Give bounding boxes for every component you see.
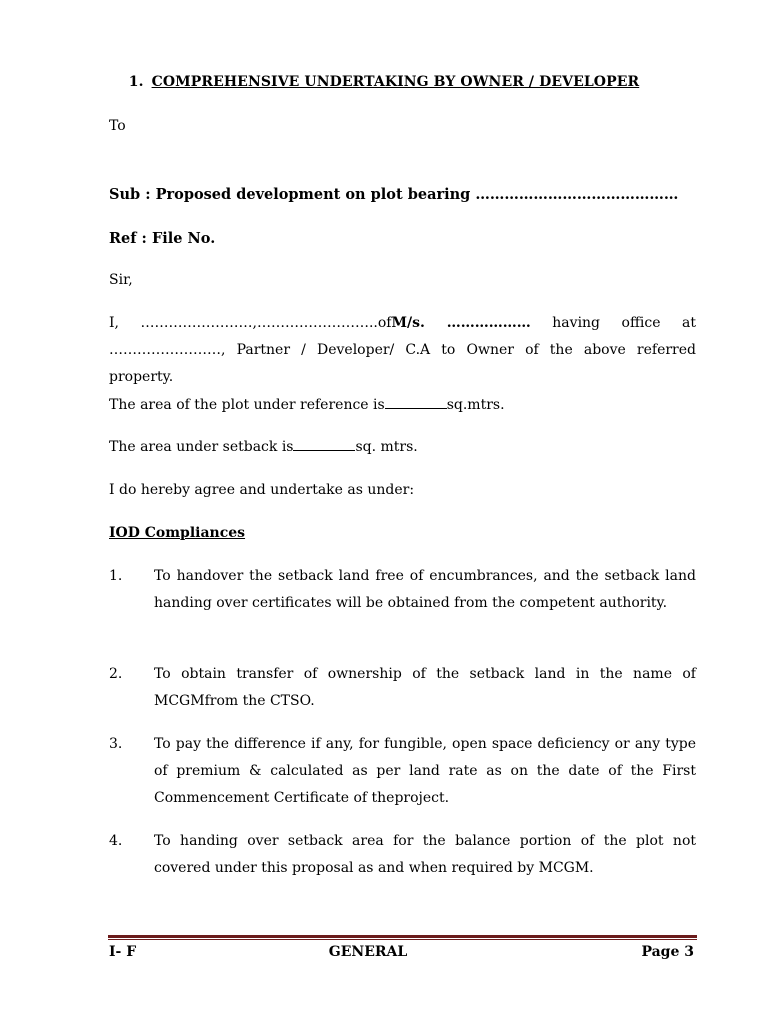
list-item-text: To handover the setback land free of encumbrances, and the setback land handing over certificates will be obtained from the competent authority. (154, 568, 696, 611)
footer-title: GENERAL (328, 944, 408, 960)
list-item-number: 4. (109, 833, 123, 849)
intro-ms: M/s. (391, 315, 425, 331)
intro-firm-blank: ……………… (424, 315, 531, 331)
setback-area-prefix: The area under setback is (109, 439, 294, 455)
setback-area-blank (293, 438, 355, 451)
page-number: Page 3 (641, 944, 694, 960)
intro-line-2: ……………………, Partner / Developer/ C.A to Owner of the above referred (109, 342, 696, 358)
list-item-text: To pay the difference if any, for fungible, open space deficiency or any type of premium & calculated as per land rate as on the date of the First Commencement Certificate of theproject. (154, 736, 696, 806)
agreement-line: I do hereby agree and undertake as under: (109, 482, 415, 498)
list-item-text: To obtain transfer of ownership of the setback land in the name of MCGMfrom the CTSO. (154, 666, 696, 709)
footer-rule-thick (108, 935, 697, 938)
plot-area-prefix: The area of the plot under reference is (109, 397, 385, 413)
title-number: 1. (128, 74, 144, 90)
list-item-text: To handing over setback area for the balance portion of the plot not covered under this proposal as and when required by MCGM. (154, 833, 696, 876)
intro-office: having office at (530, 315, 696, 331)
setback-area-line (109, 434, 696, 461)
footer-section-code: I- F (109, 944, 137, 960)
intro-line-3: property. (109, 369, 174, 385)
setback-area-suffix: sq. mtrs. (355, 439, 418, 455)
salutation: Sir, (109, 272, 133, 288)
section-heading: IOD Compliances (109, 525, 246, 541)
list-item-number: 2. (109, 666, 123, 682)
document-title (0, 74, 768, 90)
addressee: To (109, 118, 126, 134)
subject-line: Sub : Proposed development on plot bearing …………………………………… (109, 186, 679, 203)
plot-area-line (109, 392, 696, 419)
plot-area-blank (385, 396, 447, 409)
list-item-number: 1. (109, 568, 123, 584)
intro-line-1 (109, 310, 696, 337)
title-text: COMPREHENSIVE UNDERTAKING BY OWNER / DEVELOPER (151, 74, 640, 90)
footer-rule-thin (108, 939, 697, 940)
list-item-number: 3. (109, 736, 123, 752)
intro-name-blanks: I, ……………………,……………………..of (109, 315, 392, 331)
plot-area-suffix: sq.mtrs. (446, 397, 505, 413)
reference-line: Ref : File No. (109, 230, 216, 247)
